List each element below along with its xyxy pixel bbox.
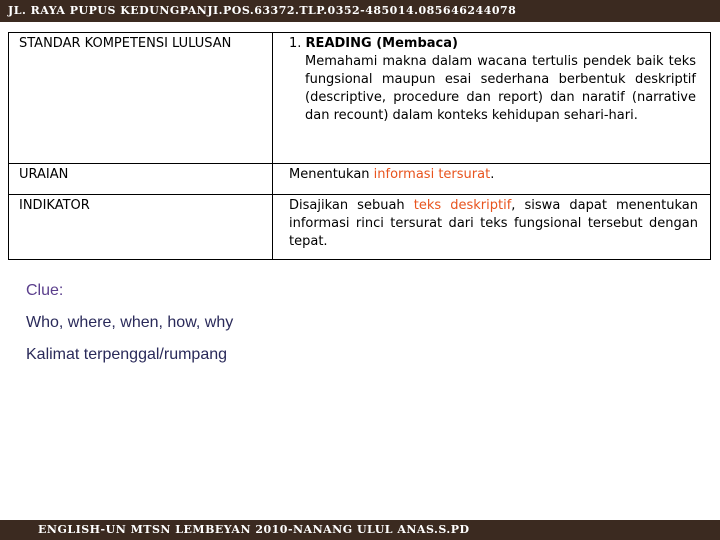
table-row bbox=[9, 195, 711, 260]
indikator-text-after: , siswa dapat menentukan informasi rinci tersurat dari teks fungsional tersebut dengan tepat. bbox=[289, 198, 698, 249]
header-address: JL. RAYA PUPUS KEDUNGPANJI.POS.63372.TLP.0352-485014.085646244078 bbox=[8, 4, 517, 17]
clue-line-questions: Who, where, when, how, why bbox=[26, 314, 234, 331]
uraian-text-after: . bbox=[490, 167, 495, 182]
uraian-text bbox=[283, 166, 700, 184]
standar-cell bbox=[273, 33, 711, 164]
heading-text: READING (Membaca) bbox=[305, 36, 458, 51]
row-label-uraian: URAIAN bbox=[9, 164, 273, 195]
clue-title: Clue: bbox=[26, 282, 64, 299]
table-row bbox=[9, 164, 711, 195]
uraian-cell bbox=[273, 164, 711, 195]
clue-line-sentence: Kalimat terpenggal/rumpang bbox=[26, 346, 228, 363]
table-row bbox=[9, 33, 711, 164]
indikator-cell bbox=[273, 195, 711, 260]
standar-heading bbox=[289, 35, 700, 53]
heading-number: 1. bbox=[289, 36, 302, 51]
clue-block bbox=[26, 282, 233, 378]
standar-description: Memahami makna dalam wacana tertulis pendek baik teks fungsional maupun esai sederhana berbentuk deskriptif (descriptive, procedure dan report) dan naratif (narrative dan recount) dalam konteks kehidupan sehari-hari. bbox=[305, 54, 696, 123]
row-label-indikator: INDIKATOR bbox=[9, 195, 273, 260]
footer-text: ENGLISH-UN MTSN LEMBEYAN 2010-NANANG ULUL ANAS.S.PD bbox=[38, 523, 470, 536]
indikator-text bbox=[283, 197, 700, 251]
uraian-text-before: Menentukan bbox=[289, 167, 374, 182]
row-label-standar: STANDAR KOMPETENSI LULUSAN bbox=[9, 33, 273, 164]
footer-bar bbox=[0, 520, 720, 540]
competency-table bbox=[8, 32, 711, 260]
indikator-highlight: teks deskriptif bbox=[413, 198, 512, 213]
header-bar bbox=[0, 0, 720, 22]
uraian-highlight: informasi tersurat bbox=[373, 167, 491, 182]
indikator-text-before: Disajikan sebuah bbox=[289, 198, 414, 213]
